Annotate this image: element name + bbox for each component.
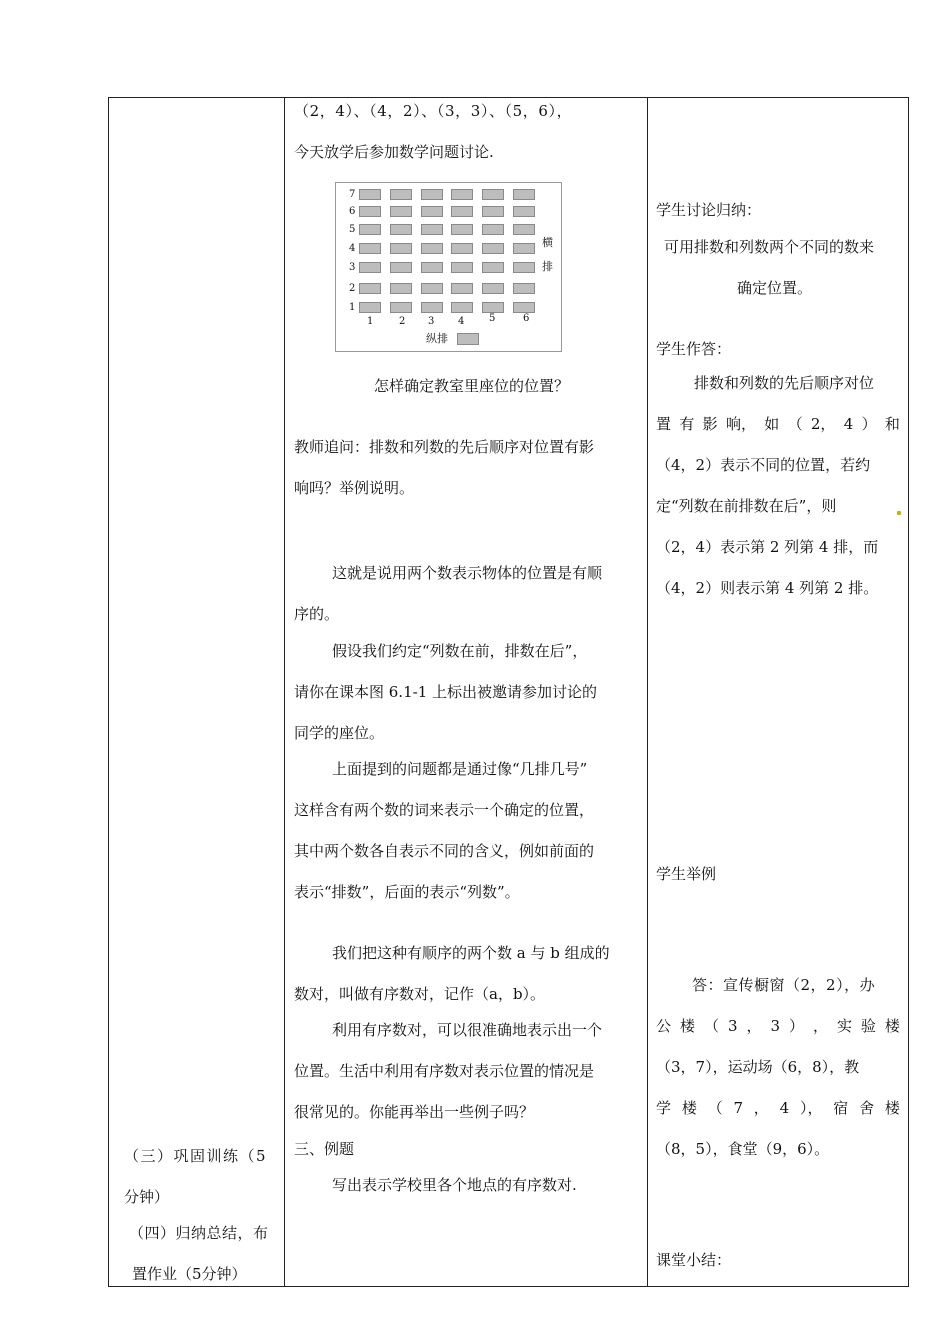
summary-title: 课堂小结： [656, 1251, 732, 1269]
example-answer-line4-seg: （ [707, 1099, 723, 1117]
example-prompt: 写出表示学校里各个地点的有序数对. [332, 1176, 577, 1194]
example-answer-line4-seg: 楼 [884, 1099, 900, 1117]
column-divider-2 [647, 98, 648, 1286]
seat [390, 243, 412, 254]
answer-line5: （2，4）表示第 2 列第 4 排，而 [656, 538, 879, 556]
seat [359, 302, 381, 313]
example-answer-line2-seg: 公 [656, 1017, 672, 1035]
seat [359, 262, 381, 273]
para2-line3: 同学的座位。 [294, 724, 385, 742]
section-3-heading: 三、例题 [294, 1140, 355, 1158]
discuss-line1: 可用排数和列数两个不同的数来 [664, 238, 875, 256]
para1-line2: 序的。 [294, 605, 340, 623]
stage-4-line1: （四）归纳总结，布 [129, 1224, 269, 1242]
seat [421, 224, 443, 235]
invited-pairs-line2: 今天放学后参加数学问题讨论. [294, 143, 494, 161]
row-number-label: 6 [349, 206, 356, 217]
example-answer-line4-seg: 学 [656, 1099, 672, 1117]
example-answer-line4-seg: 楼 [681, 1099, 697, 1117]
seat [390, 189, 412, 200]
seat [513, 283, 535, 294]
example-answer-line4-seg: 4 [779, 1099, 790, 1117]
seat [482, 206, 504, 217]
seat [482, 302, 504, 313]
seat [482, 262, 504, 273]
stage-4-line2: 置作业（5分钟） [132, 1265, 247, 1283]
column-number-label: 4 [458, 316, 465, 327]
discuss-line2: 确定位置。 [737, 279, 813, 297]
seat [390, 302, 412, 313]
example-answer-line4-seg: 7 [733, 1099, 743, 1117]
teacher-question-line1: 教师追问：排数和列数的先后顺序对位置有影 [294, 438, 595, 456]
seat [421, 262, 443, 273]
classroom-seating-diagram [335, 182, 562, 352]
question-text: 怎样确定教室里座位的位置？ [374, 377, 570, 395]
column-axis-label: 纵排 [426, 332, 448, 345]
row-number-label: 4 [349, 243, 356, 254]
para1-line1: 这就是说用两个数表示物体的位置是有顺 [332, 564, 603, 582]
highlight-mark [897, 511, 901, 515]
answer-line1: 排数和列数的先后顺序对位 [694, 374, 875, 392]
seat [359, 189, 381, 200]
column-number-label: 1 [367, 316, 374, 327]
row-number-label: 5 [349, 224, 356, 235]
example-answer-line2-seg: 楼 [679, 1017, 695, 1035]
seat [421, 243, 443, 254]
para2-line2: 请你在课本图 6.1-1 上标出被邀请参加讨论的 [294, 683, 598, 701]
seat [451, 262, 473, 273]
seat [390, 283, 412, 294]
example-answer-line2-seg: ， [812, 1017, 828, 1035]
answer-line2-seg: 4 [843, 415, 854, 433]
answer-line2-seg: ） [861, 415, 877, 433]
seat [513, 302, 535, 313]
seat [359, 283, 381, 294]
seat [482, 283, 504, 294]
seat [513, 224, 535, 235]
teacher-desk [457, 333, 479, 345]
example-answer-line2-seg: 实 [836, 1017, 852, 1035]
row-number-label: 7 [349, 189, 356, 200]
answer-line2-seg: 和 [884, 415, 900, 433]
example-answer-line3: （3，7），运动场（6，8），教 [656, 1058, 860, 1076]
teacher-question-line2: 响吗？举例说明。 [294, 479, 415, 497]
stage-3-line1: （三）巩固训练（5 [124, 1147, 268, 1165]
seat [482, 189, 504, 200]
para2-line1: 假设我们约定“列数在前，排数在后”， [332, 642, 588, 660]
column-number-label: 2 [399, 316, 406, 327]
example-answer-line2-seg: 验 [860, 1017, 876, 1035]
para3-line4: 表示“排数”，后面的表示“列数”。 [294, 883, 520, 901]
row-axis-label-heng: 横 [542, 236, 553, 249]
seat [513, 189, 535, 200]
answer-title: 学生作答： [656, 340, 732, 358]
seat [421, 189, 443, 200]
example-answer-line4-seg: ）， [799, 1099, 823, 1117]
example-answer-line1: 答：宣传橱窗（2，2），办 [692, 976, 876, 994]
seat [451, 302, 473, 313]
seat [390, 262, 412, 273]
invited-pairs-line1: （2，4）、（4，2）、（3，3）、（5，6）， [294, 102, 573, 120]
seat [359, 243, 381, 254]
seat [451, 224, 473, 235]
seat [513, 262, 535, 273]
answer-line2-seg: 置 [656, 415, 672, 433]
seat [359, 206, 381, 217]
answer-line2-seg: （ [787, 415, 803, 433]
seat [451, 283, 473, 294]
answer-line2-seg: 影 [702, 415, 718, 433]
seat [421, 206, 443, 217]
answer-line2-seg: 如 [764, 415, 780, 433]
example-answer-line2-seg: （ [703, 1017, 719, 1035]
stage-3-line2: 分钟） [124, 1188, 170, 1206]
answer-line2-seg: 有 [679, 415, 695, 433]
column-number-label: 3 [428, 316, 435, 327]
seat [451, 189, 473, 200]
answer-line2-seg: 2， [810, 415, 836, 433]
para5-line2: 位置。生活中利用有序数对表示位置的情况是 [294, 1062, 595, 1080]
seat [421, 302, 443, 313]
row-axis-label-pai: 排 [542, 260, 553, 273]
para4-line1: 我们把这种有顺序的两个数 a 与 b 组成的 [332, 944, 610, 962]
answer-line6: （4，2）则表示第 4 列第 2 排。 [656, 579, 879, 597]
example-answer-line4-seg: 舍 [859, 1099, 875, 1117]
discuss-title: 学生讨论归纳： [656, 201, 762, 219]
example-answer-line2-seg: ， [746, 1017, 762, 1035]
seat [359, 224, 381, 235]
column-number-label: 6 [523, 313, 530, 324]
para3-line3: 其中两个数各自表示不同的含义，例如前面的 [294, 842, 595, 860]
row-number-label: 2 [349, 283, 356, 294]
column-number-label: 5 [489, 313, 496, 324]
answer-line2-seg: 响， [725, 415, 756, 433]
para4-line2: 数对，叫做有序数对，记作（a，b）。 [294, 985, 546, 1003]
seat [451, 206, 473, 217]
example-answer-line5: （8，5），食堂（9，6）。 [656, 1140, 830, 1158]
seat [390, 206, 412, 217]
answer-line2 [656, 417, 900, 432]
para5-line3: 很常见的。你能再举出一些例子吗？ [294, 1103, 535, 1121]
example-answer-line2-seg: 3 [727, 1017, 738, 1035]
row-number-label: 3 [349, 262, 356, 273]
example-answer-line2 [656, 1019, 900, 1034]
seat [421, 283, 443, 294]
answer-line3: （4，2）表示不同的位置，若约 [656, 456, 871, 474]
example-answer-line2-seg: ） [788, 1017, 804, 1035]
example-answer-line4 [656, 1101, 900, 1116]
example-answer-line4-seg: ， [753, 1099, 769, 1117]
example-title: 学生举例 [656, 865, 717, 883]
seat [451, 243, 473, 254]
answer-line4: 定“列数在前排数在后”，则 [656, 497, 837, 515]
example-answer-line4-seg: 宿 [833, 1099, 849, 1117]
para5-line1: 利用有序数对，可以很准确地表示出一个 [332, 1021, 603, 1039]
example-answer-line2-seg: 3 [770, 1017, 780, 1035]
para3-line2: 这样含有两个数的词来表示一个确定的位置， [294, 801, 595, 819]
seat [482, 243, 504, 254]
seat [513, 206, 535, 217]
example-answer-line2-seg: 楼 [884, 1017, 900, 1035]
seat [513, 243, 535, 254]
column-divider-1 [284, 98, 285, 1286]
seat [482, 224, 504, 235]
seat [390, 224, 412, 235]
para3-line1: 上面提到的问题都是通过像“几排几号” [332, 760, 588, 778]
row-number-label: 1 [349, 302, 356, 313]
